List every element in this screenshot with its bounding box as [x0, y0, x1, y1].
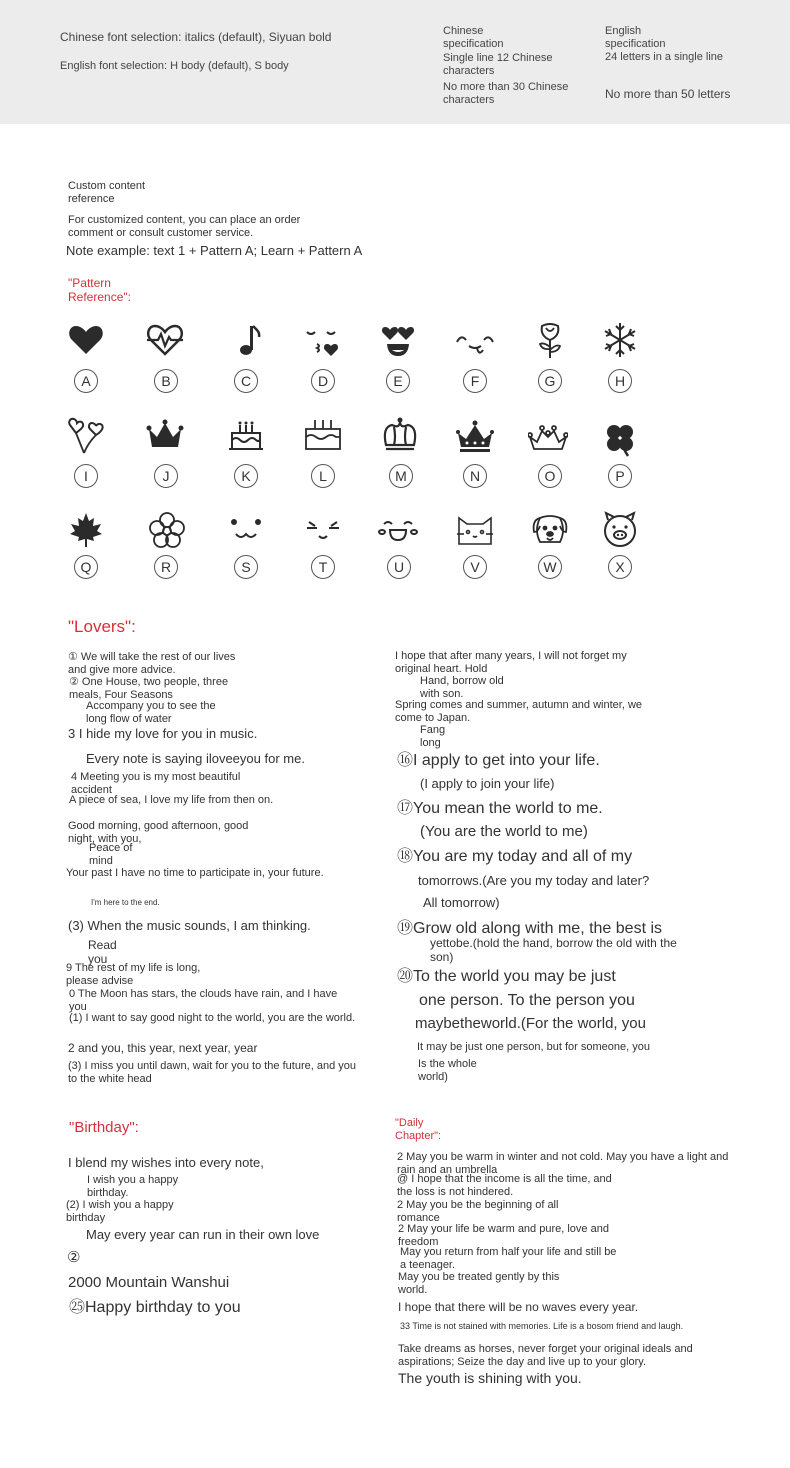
lovers-left-5: Every note is saying iloveeyou for me. — [86, 751, 305, 766]
english-spec-line: 24 letters in a single line — [605, 51, 724, 63]
lovers-left-13: Read you — [88, 938, 117, 966]
lovers-left-1: ① We will take the rest of our lives and give more advice. — [68, 651, 236, 676]
lovers-right-12: ⑲Grow old along with me, the best is — [397, 920, 663, 937]
note-example: Note example: text 1 + Pattern A; Learn + Pattern A — [66, 243, 363, 258]
lovers-left-8: Good morning, good afternoon, good night, with you, — [68, 820, 249, 845]
lovers-right-7: ⑰You mean the world to me. — [397, 800, 603, 817]
lovers-left-7: A piece of sea, I love my life from then on. — [69, 794, 274, 806]
pattern-letter: Q — [74, 555, 98, 579]
cute-face-icon — [226, 510, 266, 550]
lovers-left-2: ② One House, two people, three meals, Four Seasons — [69, 676, 229, 701]
lovers-left-14: 9 The rest of my life is long, please advise — [66, 962, 201, 987]
heart-eyes-face-icon — [378, 320, 418, 360]
lovers-right-2: Hand, borrow old with son. — [420, 675, 504, 700]
crown-jeweled-icon — [455, 415, 495, 455]
crown-outline-icon — [528, 415, 568, 455]
lovers-right-6: (I apply to join your life) — [420, 776, 555, 791]
pattern-letter: D — [311, 369, 335, 393]
daily-line-6: May you be treated gently by this world. — [398, 1271, 560, 1296]
pattern-letter: J — [154, 464, 178, 488]
lovers-right-1: I hope that after many years, I will not forget my original heart. Hold — [395, 650, 627, 675]
lovers-right-13: yettobe.(hold the hand, borrow the old with the son) — [430, 936, 677, 964]
pattern-letter: M — [389, 464, 413, 488]
pattern-letter: B — [154, 369, 178, 393]
lovers-right-9: ⑱You are my today and all of my — [397, 848, 633, 865]
pattern-letter: A — [74, 369, 98, 393]
squint-face-icon — [303, 510, 343, 550]
pattern-letter: P — [608, 464, 632, 488]
lovers-title: "Lovers": — [68, 617, 136, 636]
daily-line-5: May you return from half your life and still be a teenager. — [400, 1246, 617, 1271]
lovers-right-15: one person. To the person you — [419, 992, 635, 1009]
cat-face-icon — [455, 510, 495, 550]
birthday-cake-icon — [226, 415, 266, 455]
lovers-right-14: ⑳To the world you may be just — [397, 968, 616, 985]
chinese-spec-line: Single line 12 Chinese characters — [443, 52, 553, 77]
daily-line-8: 33 Time is not stained with memories. Life is a bosom friend and laugh. — [400, 1321, 684, 1331]
lovers-left-17: 2 and you, this year, next year, year — [68, 1041, 258, 1055]
pattern-letter: L — [311, 464, 335, 488]
daily-line-7: I hope that there will be no waves every year. — [398, 1300, 639, 1314]
pattern-letter: R — [154, 555, 178, 579]
birthday-line-4: May every year can run in their own love — [86, 1227, 320, 1242]
pattern-letter: F — [463, 369, 487, 393]
daily-line-4: 2 May your life be warm and pure, love and freedom — [398, 1223, 609, 1248]
pattern-letter: C — [234, 369, 258, 393]
pattern-title: "Pattern Reference": — [68, 276, 131, 304]
pattern-letter: W — [538, 555, 562, 579]
lovers-right-3: Spring comes and summer, autumn and winter, we come to Japan. — [395, 699, 643, 724]
kiss-face-icon — [303, 320, 343, 360]
pig-face-icon — [600, 510, 640, 550]
english-font-selection: English font selection: H body (default), S body — [60, 60, 289, 72]
smile-face-icon — [455, 320, 495, 360]
lovers-right-18: Is the whole world) — [418, 1058, 477, 1083]
pattern-letter: N — [463, 464, 487, 488]
lovers-left-11: I'm here to the end. — [91, 898, 160, 907]
pattern-letter: E — [386, 369, 410, 393]
birthday-line-5: ② — [67, 1249, 81, 1266]
pattern-letter: S — [234, 555, 258, 579]
pattern-letter: H — [608, 369, 632, 393]
birthday-cake-outline-icon — [303, 415, 343, 455]
heartbeat-icon — [145, 320, 185, 360]
chinese-font-selection: Chinese font selection: italics (default), Siyuan bold — [60, 30, 332, 44]
chinese-spec-limit: No more than 30 Chinese characters — [443, 81, 569, 106]
pattern-letter: X — [608, 555, 632, 579]
lovers-left-4: 3 I hide my love for you in music. — [68, 726, 258, 741]
birthday-title: "Birthday": — [69, 1119, 139, 1136]
lovers-left-9: Peace of mind — [89, 842, 133, 867]
lovers-left-10: Your past I have no time to participate in, your future. — [66, 867, 324, 879]
custom-content-note: For customized content, you can place an order comment or consult customer service. — [68, 214, 301, 239]
daily-line-10: The youth is shining with you. — [398, 1370, 582, 1386]
birthday-line-3: (2) I wish you a happy birthday — [66, 1199, 174, 1224]
flower-outline-icon — [147, 510, 187, 550]
daily-line-2: @ I hope that the income is all the time, and the loss is not hindered. — [397, 1173, 612, 1198]
pattern-letter: K — [234, 464, 258, 488]
pattern-letter: G — [538, 369, 562, 393]
music-note-icon — [226, 320, 266, 360]
snowflake-icon — [600, 320, 640, 360]
balloon-icon — [66, 415, 106, 455]
chinese-spec-title: Chinese specification — [443, 25, 504, 50]
english-spec-title: English specification — [605, 25, 666, 50]
lovers-right-4: Fang long — [420, 724, 446, 749]
english-spec-limit: No more than 50 letters — [605, 87, 731, 101]
lovers-right-10: tomorrows.(Are you my today and later? — [418, 873, 650, 888]
lovers-left-16: (1) I want to say good night to the world, you are the world. — [69, 1012, 356, 1024]
heart-icon — [66, 320, 106, 360]
lovers-left-15: 0 The Moon has stars, the clouds have rain, and I have you — [69, 988, 338, 1013]
birthday-line-2: I wish you a happy birthday. — [87, 1174, 179, 1199]
daily-title: "Daily Chapter": — [395, 1117, 442, 1142]
pattern-letter: I — [74, 464, 98, 488]
birthday-line-1: I blend my wishes into every note, — [68, 1155, 264, 1170]
lovers-right-16: maybetheworld.(For the world, you — [415, 1015, 646, 1032]
rose-icon — [530, 320, 570, 360]
clover-icon — [600, 420, 640, 460]
daily-line-1: 2 May you be warm in winter and not cold. May you have a light and rain and an umbrella — [397, 1151, 729, 1176]
maple-leaf-icon — [66, 510, 106, 550]
birthday-line-6: 2000 Mountain Wanshui — [68, 1274, 230, 1291]
lovers-left-12: (3) When the music sounds, I am thinking. — [68, 918, 311, 933]
dog-face-icon — [530, 510, 570, 550]
daily-line-3: 2 May you be the beginning of all romance — [397, 1199, 559, 1224]
lovers-left-6: 4 Meeting you is my most beautiful accident — [71, 771, 241, 796]
pattern-letter: V — [463, 555, 487, 579]
lovers-left-18: (3) I miss you until dawn, wait for you to the future, and you to the white head — [68, 1060, 356, 1085]
crown-solid-icon — [145, 415, 185, 455]
daily-line-9: Take dreams as horses, never forget your original ideals and aspirations; Seize the day and live up to your glory. — [398, 1343, 693, 1368]
pattern-letter: O — [538, 464, 562, 488]
lovers-right-17: It may be just one person, but for someone, you — [417, 1041, 650, 1053]
laughing-face-icon — [378, 510, 418, 550]
lovers-right-11: All tomorrow) — [423, 895, 500, 910]
pattern-letter: T — [311, 555, 335, 579]
birthday-line-7: ㉕Happy birthday to you — [69, 1299, 241, 1316]
lovers-right-8: (You are the world to me) — [420, 823, 588, 840]
lovers-left-3: Accompany you to see the long flow of water — [86, 700, 216, 725]
custom-content-reference: Custom content reference — [68, 180, 146, 205]
lovers-right-5: ⑯I apply to get into your life. — [397, 752, 600, 769]
pattern-letter: U — [387, 555, 411, 579]
crown-round-icon — [380, 415, 420, 455]
